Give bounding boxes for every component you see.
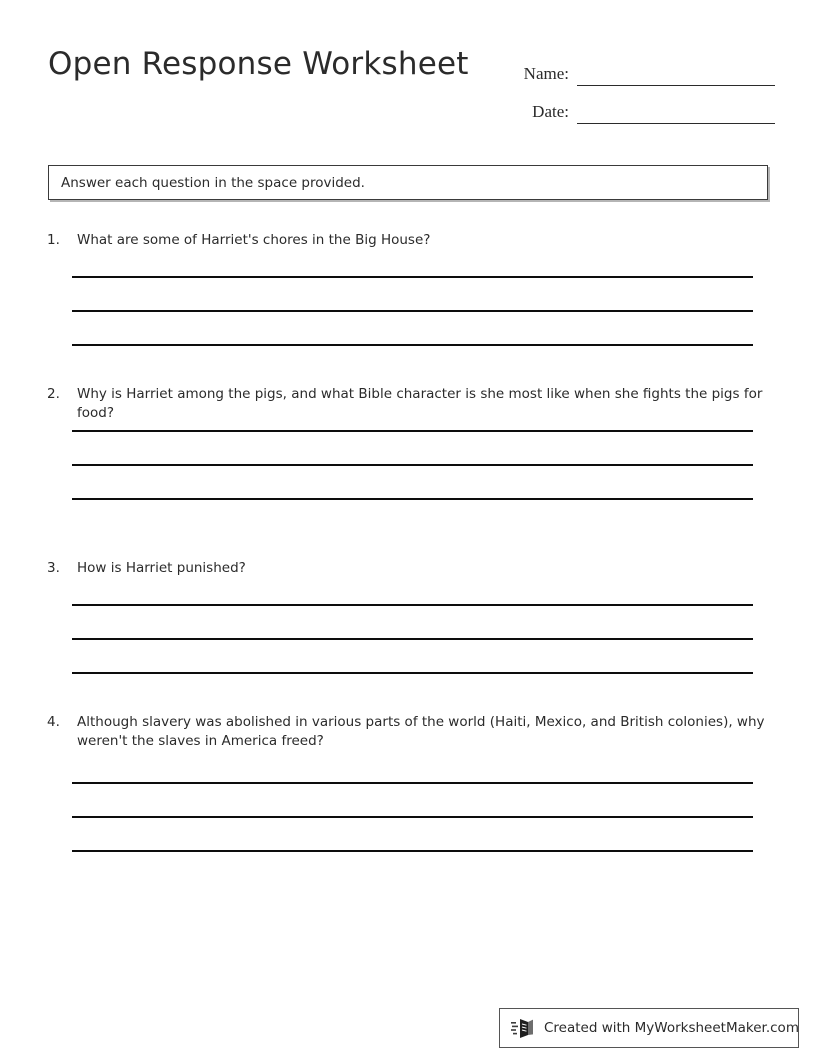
question-text: Why is Harriet among the pigs, and what Bible character is she most like when she fights the pigs for food? <box>77 386 763 421</box>
answer-area[interactable] <box>72 782 753 883</box>
footer-attribution-text: Created with MyWorksheetMaker.com <box>544 1020 799 1036</box>
question-text: How is Harriet punished? <box>77 560 246 576</box>
instructions-text: Answer each question in the space provided. <box>61 174 365 191</box>
instructions-box <box>48 165 768 200</box>
question-prompt <box>47 713 769 751</box>
answer-line[interactable] <box>72 604 753 606</box>
question-prompt <box>47 231 769 250</box>
name-field-row <box>505 48 775 86</box>
date-field-label: Date: <box>532 102 569 121</box>
answer-line[interactable] <box>72 344 753 346</box>
question-number: 3. <box>47 560 60 576</box>
answer-area[interactable] <box>72 604 753 705</box>
answer-line[interactable] <box>72 672 753 674</box>
answer-line[interactable] <box>72 816 753 818</box>
answer-area[interactable] <box>72 430 753 531</box>
name-field-label: Name: <box>523 64 569 83</box>
answer-line[interactable] <box>72 638 753 640</box>
question-prompt <box>47 385 769 423</box>
question-prompt <box>47 559 769 578</box>
footer-attribution-badge[interactable] <box>499 1008 799 1048</box>
question-number: 1. <box>47 232 60 248</box>
answer-line[interactable] <box>72 276 753 278</box>
worksheet-header <box>0 0 816 140</box>
answer-line[interactable] <box>72 782 753 784</box>
name-field-input[interactable] <box>577 65 775 86</box>
answer-line[interactable] <box>72 464 753 466</box>
answer-line[interactable] <box>72 498 753 500</box>
worksheet-maker-logo-icon <box>511 1016 537 1040</box>
question-number: 2. <box>47 386 60 402</box>
question-number: 4. <box>47 714 60 730</box>
page-title: Open Response Worksheet <box>48 46 469 82</box>
question-text: What are some of Harriet's chores in the Big House? <box>77 232 431 248</box>
date-field-input[interactable] <box>577 103 775 124</box>
answer-line[interactable] <box>72 430 753 432</box>
answer-area[interactable] <box>72 276 753 377</box>
date-field-row <box>505 86 775 124</box>
answer-line[interactable] <box>72 310 753 312</box>
question-text: Although slavery was abolished in various parts of the world (Haiti, Mexico, and British colonies), why weren't the slaves in America freed? <box>77 714 765 749</box>
answer-line[interactable] <box>72 850 753 852</box>
name-date-fields <box>505 48 775 124</box>
